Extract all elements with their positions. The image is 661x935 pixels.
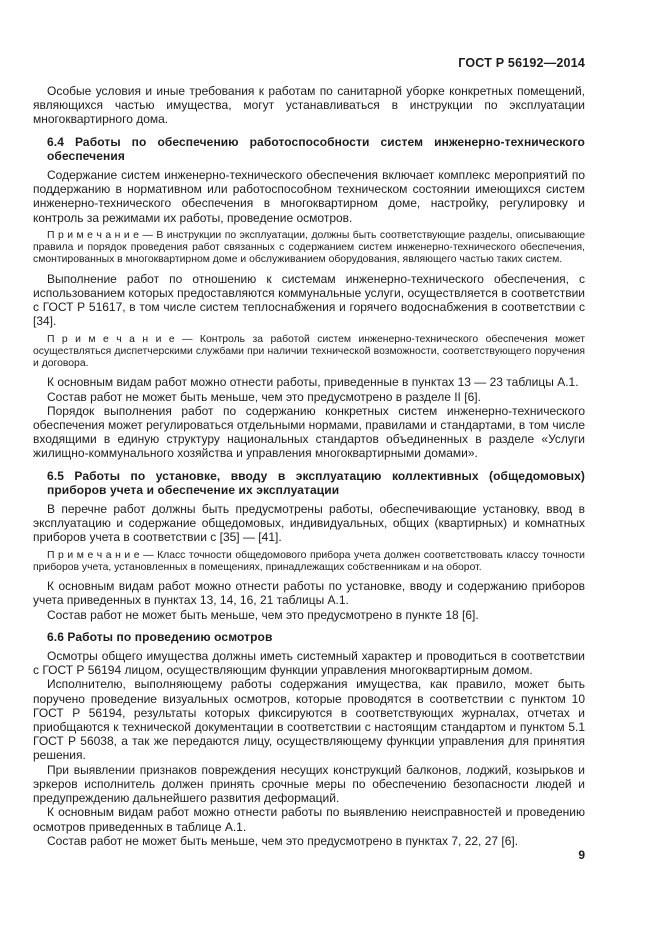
paragraph-scope-item-18: Состав работ не может быть меньше, чем это предусмотрено в пункте 18 [6]. (47, 607, 479, 622)
paragraph-main-works-meters: К основным видам работ можно отнести работы по установке, вводу и содержанию приборов учета приведенных в пунктах 13, 14, 16, 21 таблицы А.1. (33, 579, 585, 608)
paragraph-systems-maintenance: Содержание систем инженерно-технического обеспечения включает комплекс мероприятий по поддержанию в нормативном или работоспособном техническом состоянии имеющихся систем инженерно-технического обеспечения в многоквартирном доме, настройку, регулировку и контроль за режимами их работы, проведение осмотров. (33, 168, 585, 225)
paragraph-utility-services: Выполнение работ по отношению к системам инженерно-технического обеспечения, с использованием которых предоставляются коммунальные услуги, осуществляется в соответствии с ГОСТ Р 51617, в том числе систем теплоснабжения и горячего водоснабжения в соответствии с [34]. (33, 271, 585, 329)
paragraph-main-works-13-23: К основным видам работ можно отнести работы, приведенные в пунктах 13 — 23 таблицы А.1. (47, 375, 579, 390)
paragraph-inspections-systematic: Осмотры общего имущества должны иметь системный характер и проводиться в соответствии с ГОСТ Р 56194 лицом, осуществляющим функции управления многоквартирным домом. (33, 649, 585, 678)
paragraph-scope-items-7-22-27: Состав работ не может быть меньше, чем это предусмотрено в пунктах 7, 22, 27 [6]. (47, 833, 519, 848)
document-body (33, 84, 585, 848)
paragraph-damage-detection: При выявлении признаков повреждения несущих конструкций балконов, лоджий, козырьков и эркеров исполнитель должен принять срочные меры по обеспечению безопасности людей и предупреждению дальнейшего развития деформаций. (33, 762, 585, 806)
note-dispatcher-control: П р и м е ч а н и е — Контроль за работой систем инженерно-технического обеспечения может осуществляться диспетчерскими службами при наличии технической возможности, соответствующего поручения и договора. (33, 333, 585, 370)
section-heading-6-4: 6.4 Работы по обеспечению работоспособности систем инженерно-технического обеспечения (47, 134, 585, 163)
paragraph-special-conditions: Особые условия и иные требования к работам по санитарной уборке конкретных помещений, являющихся частью имущества, могут устанавливаться в инструкции по эксплуатации многоквартирного дома. (33, 84, 585, 127)
section-heading-6-6: 6.6 Работы по проведению осмотров (47, 629, 273, 644)
note-instruction-sections: П р и м е ч а н и е — В инструкции по эксплуатации, должны быть соответствующие разделы, описывающие правила и порядок проведения работ связанных с содержанием систем инженерно-технического обеспечения, смонтированных в многоквартирном доме и обслуживанием оборудования, являющего частью таких систем. (33, 229, 585, 266)
section-heading-6-5: 6.5 Работы по установке, вводу в эксплуатацию коллективных (общедомовых) приборов учета и обеспечение их эксплуатации (47, 468, 585, 497)
page-number: 9 (578, 848, 585, 862)
paragraph-main-works-inspections: К основным видам работ можно отнести работы по выявлению неисправностей и проведению осмотров приведенных в таблице А.1. (33, 805, 585, 834)
document-header-code: ГОСТ Р 56192—2014 (458, 56, 585, 70)
paragraph-metering-devices: В перечне работ должны быть предусмотрены работы, обеспечивающие установку, ввод в эксплуатацию и содержание общедомовых, индивидуальных, общих (квартирных) и комнатных приборов учета в соответствии с [35] — [41]. (33, 502, 585, 545)
paragraph-work-order-regulation: Порядок выполнения работ по содержанию конкретных систем инженерно-технического обеспечения может регулироваться отдельными нормами, правилами и стандартами, в том числе входящими в единую структуру национальных стандартов объединенных в разделе «Услуги жилищно-коммунального хозяйства и управления многоквартирными домами». (33, 403, 585, 461)
paragraph-visual-inspections: Исполнителю, выполняющему работы содержания имущества, как правило, может быть поручено проведение визуальных осмотров, которые проводятся в соответствии с пунктом 10 ГОСТ Р 56194, результаты которых фиксируются в соответствующих журналах, отчетах и приобщаются к технической документации в соответствии с настоящим стандартом и пунктом 5.1 ГОСТ Р 56038, а так же передаются лицу, осуществляющему функции управления для принятия решения. (33, 677, 585, 763)
note-accuracy-class: П р и м е ч а н и е — Класс точности общедомового прибора учета должен соответствовать классу точности приборов учета, установленных в помещениях, принадлежащих собственникам и на оборот. (33, 549, 585, 573)
paragraph-scope-section-ii: Состав работ не может быть меньше, чем это предусмотрено в разделе II [6]. (47, 389, 481, 404)
